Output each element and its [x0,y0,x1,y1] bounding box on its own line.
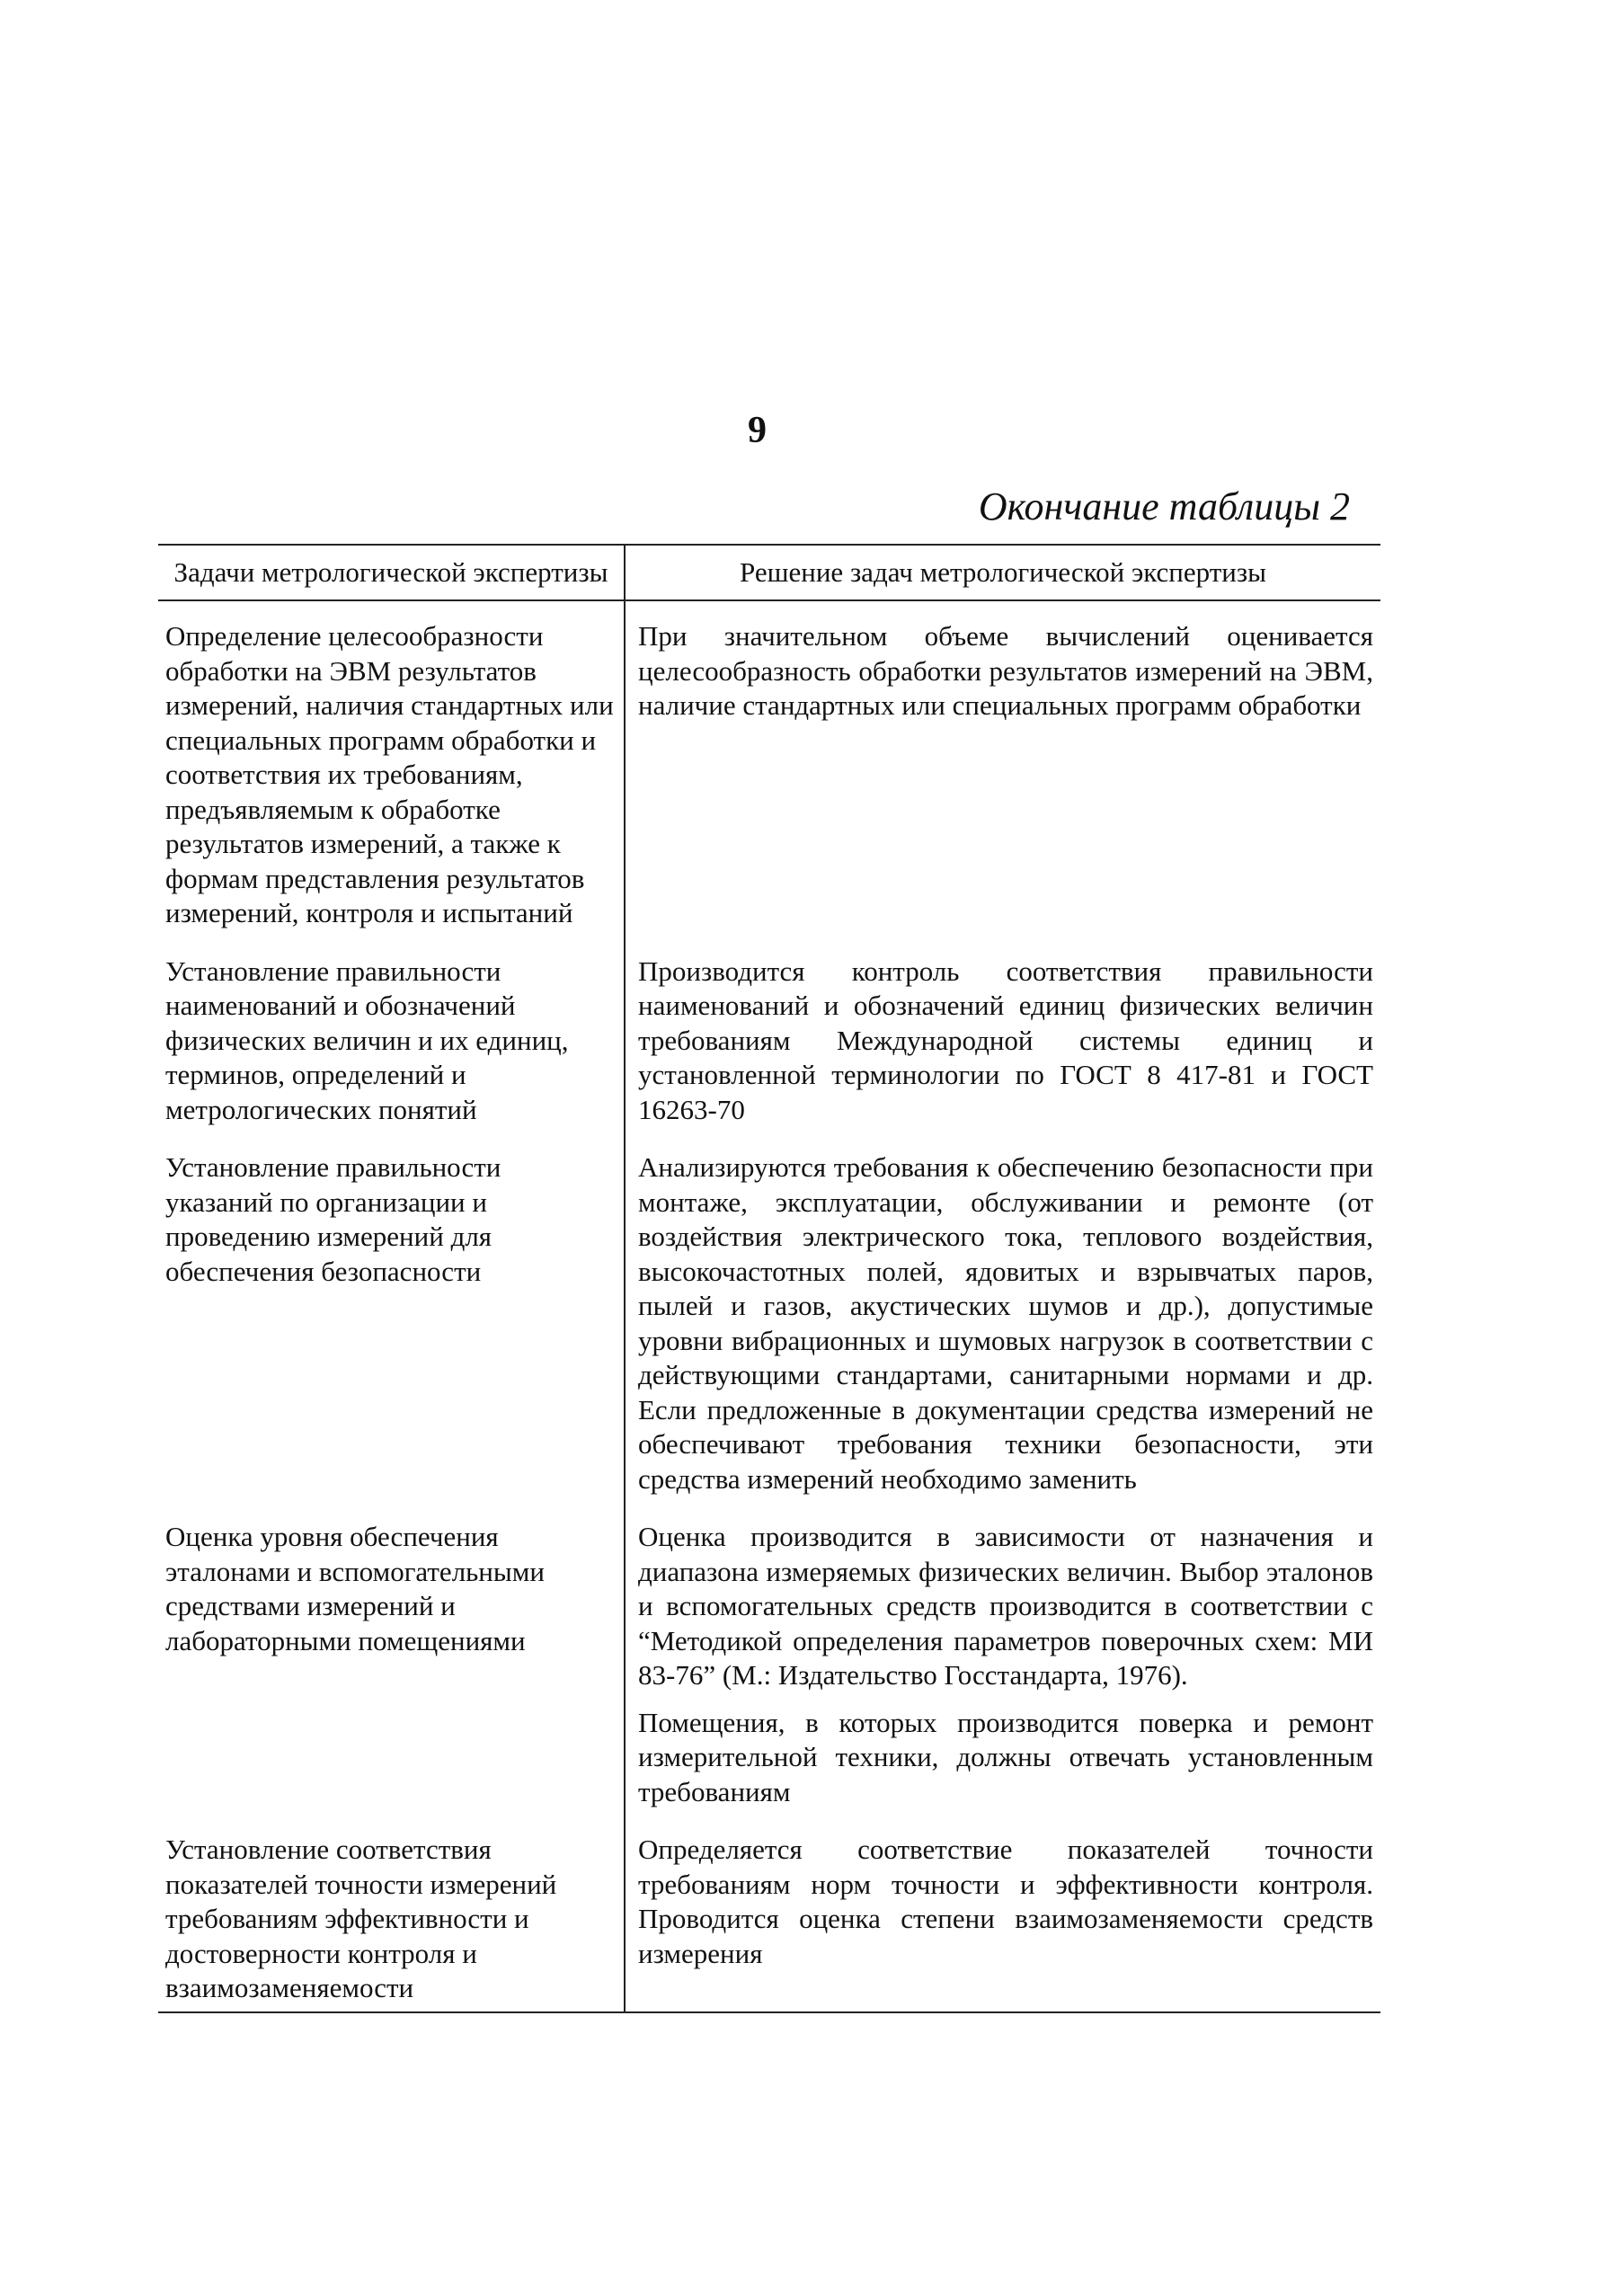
task-cell: Оценка уровня обеспечения эталонами и вспомогательными средствами измерений и лабораторными помещениями [158,1511,625,1824]
solution-paragraph: Оценка производится в зависимости от назначения и диапазона измеряемых физических величин. Выбор эталонов и вспомогательных средств производится в соответствии с “Методикой определения параметров поверочных схем: МИ 83-76” (М.: Издательство Госстандарта, 1976). [638,1521,1373,1691]
table-header-row [158,545,1380,600]
solution-paragraph: Анализируются требования к обеспечению безопасности при монтаже, эксплуатации, обслуживании и ремонте (от воздействия электрического тока, теплового воздействия, высокочастотных полей, ядовитых и взрывчатых паров, пылей и газов, акустических шумов и др.), допустимые уровни вибрационных и шумовых нагрузок в соответствии с действующими стандартами, санитарными нормами и др. Если предложенные в документации средства измерений не обеспечивают требования техники безопасности, эти средства измерений необходимо заменить [638,1151,1373,1495]
table-row [158,946,1380,1142]
solution-paragraph: Определяется соответствие показателей точности требованиям норм точности и эффективности контроля. Проводится оценка степени взаимозаменяемости средств измерения [638,1834,1373,1969]
header-solutions: Решение задач метрологической экспертизы [625,545,1380,600]
solution-cell [625,600,1380,946]
solution-paragraph: Производится контроль соответствия правильности наименований и обозначений единиц физических величин требованиям Международной системы единиц и установленной терминологии по ГОСТ 8 417-81 и ГОСТ 16263-70 [638,955,1373,1125]
solution-paragraph: Помещения, в которых производится поверка и ремонт измерительной техники, должны отвечать установленным требованиям [638,1706,1373,1807]
solution-cell [625,1511,1380,1824]
table-row [158,1141,1380,1511]
solution-paragraph: При значительном объеме вычислений оценивается целесообразность обработки результатов измерений на ЭВМ, наличие стандартных или специальных программ обработки [638,620,1373,721]
table-caption: Окончание таблицы 2 [978,484,1350,528]
solution-cell [625,1141,1380,1511]
solution-cell [625,946,1380,1142]
page-number: 9 [748,410,767,451]
table-row [158,600,1380,946]
table-row [158,1511,1380,1824]
header-tasks: Задачи метрологической экспертизы [158,545,625,600]
task-cell: Установление правильности указаний по организации и проведению измерений для обеспечения безопасности [158,1141,625,1511]
metrology-expertise-table [158,544,1380,2013]
task-cell: Установление соответствия показателей точности измерений требованиям эффективности и достоверности контроля и взаимозаменяемости [158,1824,625,2012]
task-cell: Установление правильности наименований и обозначений физических величин и их единиц, терминов, определений и метрологических понятий [158,946,625,1142]
table-row [158,1824,1380,2012]
solution-cell [625,1824,1380,2012]
task-cell: Определение целесообразности обработки на ЭВМ результатов измерений, наличия стандартных или специальных программ обработки и соответствия их требованиям, предъявляемым к обработке результатов измерений, а также к формам представления результатов измерений, контроля и испытаний [158,600,625,946]
